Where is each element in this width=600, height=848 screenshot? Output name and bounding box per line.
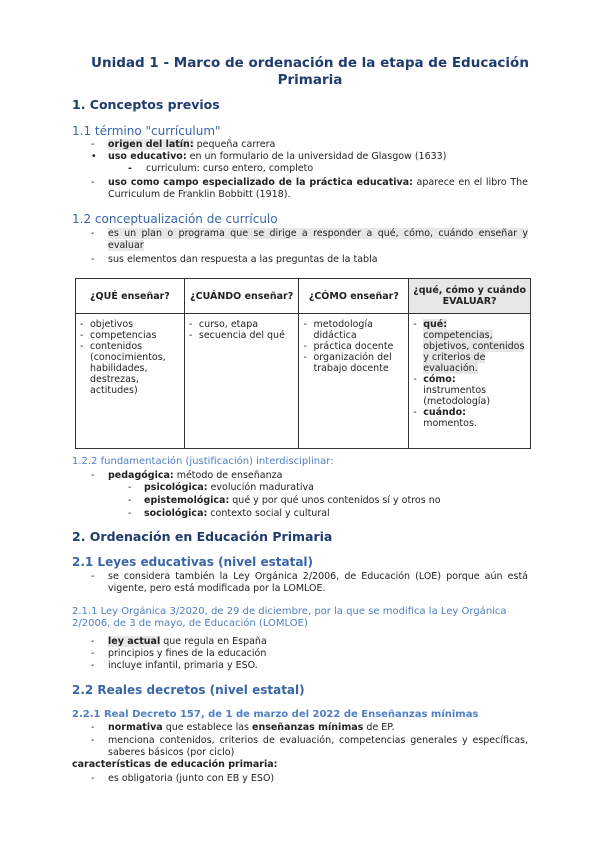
ley-actual-text: que regula en España (160, 636, 267, 647)
que-text: competencias, objetivos, contenidos y criterios de evaluación. (423, 330, 525, 374)
list-item-normativa (108, 722, 528, 734)
uso-label: uso educativo: (108, 151, 187, 162)
pedagogica-label: pedagógica: (108, 470, 174, 481)
caracteristicas-label: características de educación primaria: (72, 759, 278, 770)
bullet-dash: - (91, 773, 95, 784)
bullet-dash: - (91, 470, 95, 481)
bullet-dash: - (91, 660, 95, 671)
list-item: - curso, etapa (189, 319, 295, 330)
list-item-principios: principios y fines de la educación (108, 648, 267, 659)
list-item-obligatoria: es obligatoria (junto con EB y ESO) (108, 773, 275, 784)
table-header-row (76, 279, 531, 314)
list-item-cuando (413, 407, 526, 429)
list-item-uso-educativo (108, 151, 528, 163)
curriculum-table (75, 278, 531, 449)
bullet-dash: - (128, 495, 132, 506)
list-item: - objetivos (80, 319, 180, 330)
bullet-dash: - (91, 571, 95, 582)
epistemologica-text: qué y por qué unos contenidos sí y otros no (229, 495, 441, 506)
heading-conceptos-previos: 1. Conceptos previos (72, 97, 220, 112)
list-item-epistemologica (144, 495, 528, 507)
list-item-sociologica (144, 508, 528, 520)
origen-label: origen del latín: (108, 139, 194, 150)
list-item-menciona: menciona contenidos, criterios de evaluación, competencias generales y específicas, saberes básicos (por ciclo) (108, 735, 528, 758)
normativa-label: normativa (108, 722, 163, 733)
bullet-dash: - (91, 228, 95, 239)
bullet-dash: - (91, 735, 95, 746)
psicologica-label: psicológica: (144, 482, 208, 493)
table-cell-que (76, 314, 185, 449)
list-item-psicologica (144, 482, 528, 494)
ley-actual-label: ley actual (108, 636, 161, 647)
plan-text: es un plan o programa que se dirige a responder a qué, cómo, cuándo enseñar y evaluar (108, 228, 528, 251)
list-item: - secuencia del qué (189, 330, 295, 341)
heading-termino-curriculum: 1.1 término "currículum" (72, 124, 221, 138)
heading-real-decreto-157: 2.2.1 Real Decreto 157, de 1 de marzo del 2022 de Enseñanzas mínimas (72, 709, 479, 720)
epistemologica-label: epistemológica: (144, 495, 230, 506)
cuando-label: cuándo: (423, 407, 466, 418)
heading-leyes-educativas: 2.1 Leyes educativas (nivel estatal) (72, 555, 314, 569)
bullet-dash: - (128, 508, 132, 519)
list-item: - organización del trabajo docente (303, 352, 404, 374)
bullet-dash: - (91, 139, 95, 150)
heading-reales-decretos: 2.2 Reales decretos (nivel estatal) (72, 683, 305, 697)
list-item-ley-actual (108, 636, 528, 648)
bullet-dash: • (91, 151, 97, 162)
que-label: qué: (423, 319, 448, 330)
document-title: Unidad 1 - Marco de ordenación de la etapa de Educación Primaria (91, 55, 529, 88)
bullet-dash: - (91, 636, 95, 647)
list-item: - contenidos (conocimientos, habilidades, destrezas, actitudes) (80, 341, 180, 396)
list-item: - competencias (80, 330, 180, 341)
list-item-loe: se considera también la Ley Orgánica 2/2006, de Educación (LOE) porque aún está vigente, pero está modificada por la LOMLOE. (108, 571, 528, 594)
list-item-campo-especializado (108, 177, 528, 201)
table-header-evaluar: ¿qué, cómo y cuándo EVALUAR? (409, 279, 531, 314)
como-label: cómo: (423, 374, 456, 385)
uso-text: en un formulario de la universidad de Glasgow (1633) (186, 151, 447, 162)
campo-text: aparece en el libro The Curriculum de Franklin Bobbitt (1918). (108, 177, 528, 200)
sociologica-label: sociológica: (144, 508, 208, 519)
table-cell-como (299, 314, 409, 449)
table-cell-evaluar (409, 314, 531, 449)
list-item-origen (108, 139, 528, 151)
list-item: - metodología didáctica (303, 319, 404, 341)
list-item-elementos: sus elementos dan respuesta a las preguntas de la tabla (108, 254, 378, 265)
list-item-como (413, 374, 526, 407)
list-item-que (413, 319, 526, 374)
table-row (76, 314, 531, 449)
bullet-dash: - (128, 163, 132, 174)
table-cell-cuando (184, 314, 299, 449)
bullet-dash: - (91, 722, 95, 733)
list-item-incluye: incluye infantil, primaria y ESO. (108, 660, 258, 671)
campo-label: uso como campo especializado de la práctica educativa: (108, 177, 413, 188)
normativa-end: de EP. (363, 722, 395, 733)
psicologica-text: evolución madurativa (207, 482, 314, 493)
normativa-bold: enseñanzas mínimas (252, 722, 364, 733)
bullet-dash: - (91, 254, 95, 265)
bullet-dash: - (91, 648, 95, 659)
heading-fundamentacion: 1.2.2 fundamentación (justificación) interdisciplinar: (72, 456, 334, 467)
heading-ordenacion: 2. Ordenación en Educación Primaria (72, 529, 333, 544)
pedagogica-text: método de enseñanza (173, 470, 283, 481)
table-header-cuando: ¿CUÁNDO enseñar? (184, 279, 299, 314)
cuando-text: momentos. (423, 418, 477, 429)
list-item-pedagogica (108, 470, 528, 482)
list-item-plan (108, 228, 528, 252)
list-item: - práctica docente (303, 341, 404, 352)
table-header-que: ¿QUÉ enseñar? (76, 279, 185, 314)
table-header-como: ¿CÓMO enseñar? (299, 279, 409, 314)
sociologica-text: contexto social y cultural (207, 508, 330, 519)
heading-conceptualizacion: 1.2 conceptualización de currículo (72, 212, 278, 226)
heading-lomloe: 2.1.1 Ley Orgánica 3/2020, de 29 de diciembre, por la que se modifica la Ley Orgánica 2/2006, de 3 de mayo, de Educación (LOMLOE) (72, 606, 507, 629)
bullet-dash: - (128, 482, 132, 493)
list-item-curriculum-sub: curriculum: curso entero, completo (146, 163, 314, 174)
como-text: instrumentos (metodología) (423, 385, 491, 407)
normativa-mid: que establece las (162, 722, 252, 733)
origen-text: pequeña carrera (193, 139, 276, 150)
bullet-dash: - (91, 177, 95, 188)
